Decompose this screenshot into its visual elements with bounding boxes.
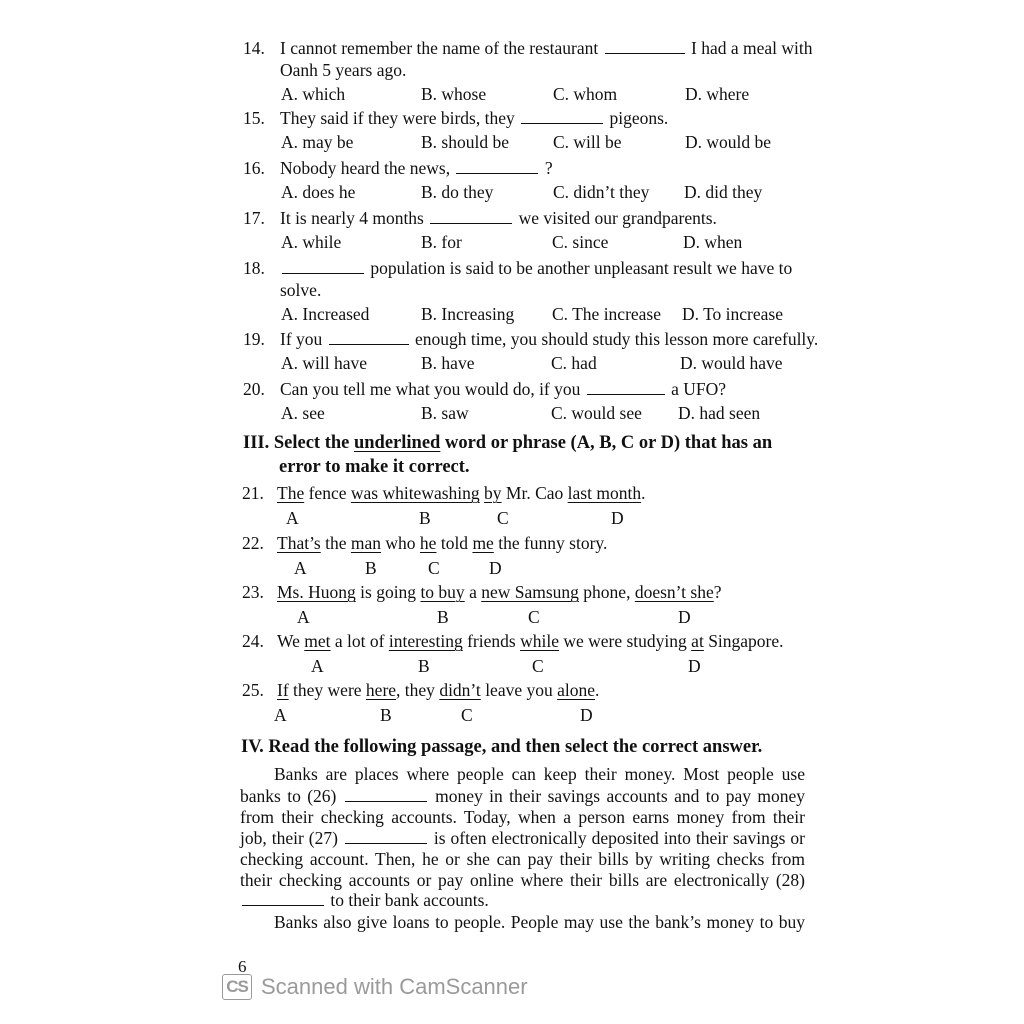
underlined-option: The xyxy=(277,483,305,503)
option-letter: B xyxy=(418,656,430,676)
sentence-text: phone, xyxy=(578,582,635,602)
option-letter: D xyxy=(580,705,593,725)
option-letter: C xyxy=(461,705,473,725)
option: D. would have xyxy=(680,353,783,373)
option-letter: A xyxy=(274,705,287,725)
passage-line xyxy=(240,785,805,807)
underlined-option: didn’t xyxy=(439,680,481,700)
question-number: 16. xyxy=(243,158,265,178)
option: B. saw xyxy=(421,403,469,423)
sentence-text: fence xyxy=(304,483,351,503)
option: A. Increased xyxy=(281,304,370,324)
answer-blank xyxy=(456,159,538,174)
underlined-option: by xyxy=(484,483,502,503)
option: C. since xyxy=(552,232,609,252)
option-letter: C xyxy=(532,656,544,676)
question-number: 22. xyxy=(242,533,264,553)
option: D. where xyxy=(685,84,750,104)
sentence-text: . xyxy=(641,483,646,503)
option: A. which xyxy=(281,84,346,104)
sentence-text: who xyxy=(381,533,420,553)
sentence-text: Singapore. xyxy=(703,631,784,651)
sentence-text: . xyxy=(595,680,600,700)
question-text-continued: solve. xyxy=(280,280,322,300)
sentence-text: is going xyxy=(355,582,421,602)
passage-text: is often electronically deposited into their savings or xyxy=(428,828,805,848)
question-text xyxy=(277,532,607,554)
question-text xyxy=(280,37,813,59)
sentence-text: they were xyxy=(288,680,366,700)
underlined-option: new Samsung xyxy=(481,582,579,602)
sentence-text: a lot of xyxy=(330,631,389,651)
answer-blank xyxy=(521,109,603,124)
passage-text: banks to (26) xyxy=(240,786,343,806)
camscanner-watermark xyxy=(222,974,528,1000)
heading-underlined: underlined xyxy=(353,433,441,453)
option: A. see xyxy=(281,403,325,423)
option-letter: C xyxy=(497,508,509,528)
question-stem-end: enough time, you should study this lesson more carefully. xyxy=(410,329,819,349)
page-number: 6 xyxy=(238,957,247,976)
answer-blank xyxy=(430,209,512,224)
sentence-text: friends xyxy=(462,631,521,651)
underlined-option: here xyxy=(365,680,397,700)
option: D. would be xyxy=(685,132,772,152)
question-stem-end: we visited our grandparents. xyxy=(514,208,717,228)
sentence-text: Mr. Cao xyxy=(501,483,568,503)
question-text xyxy=(280,378,726,400)
question-text xyxy=(280,257,792,279)
option-letter: B xyxy=(419,508,431,528)
sentence-text: , they xyxy=(396,680,440,700)
option: B. should be xyxy=(421,132,509,152)
question-text xyxy=(277,679,599,701)
option: A. while xyxy=(281,232,342,252)
underlined-option: man xyxy=(350,533,382,553)
question-stem: If you xyxy=(280,329,327,349)
option: C. will be xyxy=(553,132,622,152)
option: D. had seen xyxy=(678,403,761,423)
question-text-continued: Oanh 5 years ago. xyxy=(280,60,407,80)
underlined-option: he xyxy=(419,533,437,553)
question-stem-end: a UFO? xyxy=(666,379,727,399)
sentence-text: a xyxy=(464,582,482,602)
section-heading: IV. Read the following passage, and then select the correct answer. xyxy=(241,737,763,757)
option: B. do they xyxy=(421,182,494,202)
underlined-option: at xyxy=(691,631,704,651)
underlined-option: me xyxy=(472,533,494,553)
option-letter: C xyxy=(528,607,540,627)
question-stem-end: ? xyxy=(540,158,553,178)
option: A. may be xyxy=(281,132,354,152)
passage-line xyxy=(240,827,805,849)
option: C. would see xyxy=(551,403,642,423)
option: D. when xyxy=(683,232,743,252)
option: C. whom xyxy=(553,84,618,104)
option-letter: A xyxy=(286,508,299,528)
question-stem: It is nearly 4 months xyxy=(280,208,429,228)
option: C. had xyxy=(551,353,597,373)
option: A. does he xyxy=(281,182,356,202)
sentence-text: the xyxy=(320,533,351,553)
underlined-option: was whitewashing xyxy=(350,483,480,503)
question-number: 21. xyxy=(242,483,264,503)
option-letter: D xyxy=(688,656,701,676)
option: D. To increase xyxy=(682,304,783,324)
underlined-option: doesn’t she xyxy=(634,582,714,602)
passage-text: to their bank accounts. xyxy=(326,890,489,910)
question-number: 15. xyxy=(243,108,265,128)
option: B. Increasing xyxy=(421,304,515,324)
question-text xyxy=(280,328,818,350)
question-stem: Can you tell me what you would do, if you xyxy=(280,379,585,399)
answer-blank xyxy=(242,891,324,906)
answer-blank xyxy=(345,829,427,844)
sentence-text: leave you xyxy=(480,680,558,700)
question-number: 23. xyxy=(242,582,264,602)
underlined-option: while xyxy=(520,631,559,651)
sentence-text: the funny story. xyxy=(493,533,608,553)
question-number: 19. xyxy=(243,329,265,349)
question-stem-end: population is said to be another unpleasant result we have to xyxy=(366,258,793,278)
question-stem: I cannot remember the name of the restaurant xyxy=(280,38,603,58)
option-letter: B xyxy=(380,705,392,725)
option-letter: A xyxy=(297,607,310,627)
passage-line: Banks are places where people can keep their money. Most people use xyxy=(274,764,805,784)
question-number: 20. xyxy=(243,379,265,399)
underlined-option: Ms. Huong xyxy=(277,582,356,602)
sentence-text: We xyxy=(277,631,305,651)
sentence-text: ? xyxy=(713,582,722,602)
sentence-text: told xyxy=(436,533,473,553)
answer-blank xyxy=(345,787,427,802)
question-stem-end: pigeons. xyxy=(605,108,669,128)
underlined-option: last month xyxy=(567,483,642,503)
option: C. The increase xyxy=(552,304,662,324)
option: D. did they xyxy=(684,182,763,202)
passage-line: checking account. Then, he or she can pay their bills by writing checks from xyxy=(240,849,805,869)
option-letter: D xyxy=(489,558,502,578)
passage-line: their checking accounts or pay online where their bills are electronically (28) xyxy=(240,870,805,890)
option-letter: D xyxy=(611,508,624,528)
underlined-option: interesting xyxy=(388,631,463,651)
passage-line: Banks also give loans to people. People may use the bank’s money to buy xyxy=(274,912,805,932)
camscanner-logo-icon: CS xyxy=(222,974,252,1000)
question-number: 17. xyxy=(243,208,265,228)
underlined-option: If xyxy=(277,680,289,700)
option-letter: A xyxy=(294,558,307,578)
sentence-text: we were studying xyxy=(558,631,692,651)
question-number: 25. xyxy=(242,680,264,700)
question-stem-end: I had a meal with xyxy=(686,38,813,58)
answer-blank xyxy=(282,259,364,274)
question-text xyxy=(280,107,668,129)
question-text xyxy=(277,482,645,504)
passage-line: from their checking accounts. Today, when a person earns money from their xyxy=(240,807,805,827)
option: B. for xyxy=(421,232,462,252)
question-number: 18. xyxy=(243,258,265,278)
question-text xyxy=(280,157,553,179)
option-letter: D xyxy=(678,607,691,627)
option: B. have xyxy=(421,353,475,373)
option-letter: C xyxy=(428,558,440,578)
question-stem: They said if they were birds, they xyxy=(280,108,520,128)
option: B. whose xyxy=(421,84,487,104)
passage-text: money in their savings accounts and to pay money xyxy=(428,786,805,806)
question-text xyxy=(277,630,784,652)
underlined-option: met xyxy=(304,631,331,651)
question-number: 14. xyxy=(243,38,265,58)
passage-line xyxy=(240,889,489,911)
question-text xyxy=(277,581,722,603)
option: A. will have xyxy=(281,353,368,373)
underlined-option: to buy xyxy=(420,582,465,602)
underlined-option: That’s xyxy=(277,533,321,553)
question-number: 24. xyxy=(242,631,264,651)
answer-blank xyxy=(329,330,409,345)
option: C. didn’t they xyxy=(553,182,650,202)
passage-text: job, their (27) xyxy=(240,828,343,848)
question-text xyxy=(280,207,717,229)
underlined-option: alone xyxy=(557,680,596,700)
answer-blank xyxy=(587,380,665,395)
section-heading-continued: error to make it correct. xyxy=(279,457,470,477)
heading-part: word or phrase (A, B, C or D) that has an xyxy=(440,433,773,453)
section-heading xyxy=(243,432,772,454)
question-stem: Nobody heard the news, xyxy=(280,158,455,178)
option-letter: B xyxy=(437,607,449,627)
answer-blank xyxy=(605,39,685,54)
heading-part: III. Select the xyxy=(243,433,354,453)
watermark-text: Scanned with CamScanner xyxy=(261,974,528,999)
option-letter: B xyxy=(365,558,377,578)
option-letter: A xyxy=(311,656,324,676)
